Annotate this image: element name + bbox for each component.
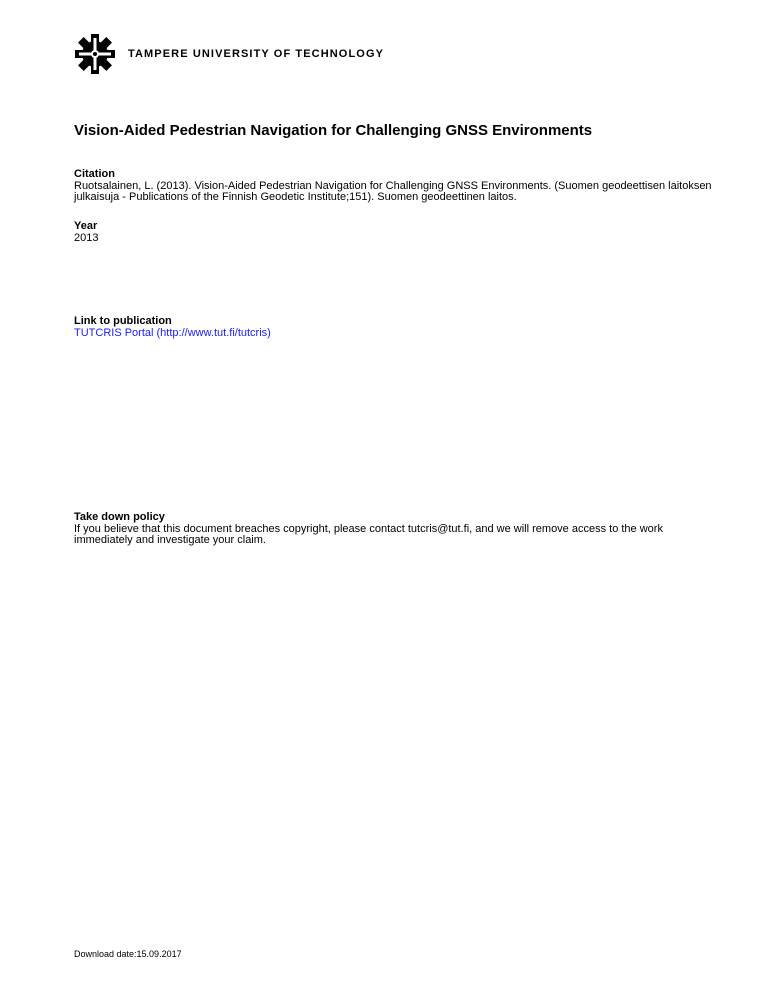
tutcris-portal-link[interactable]: TUTCRIS Portal (http://www.tut.fi/tutcris) [74, 326, 271, 339]
gear-logo-icon [74, 33, 116, 75]
citation-text: Ruotsalainen, L. (2013). Vision-Aided Pedestrian Navigation for Challenging GNSS Environments. (Suomen geodeettisen laitoksen julkaisuja - Publications of the Finnish Geodetic Institute;151). Suomen geodeettinen laitos. [74, 179, 712, 203]
year-label: Year [74, 220, 98, 232]
citation-label: Citation [74, 168, 115, 180]
policy-text: If you believe that this document breaches copyright, please contact tutcris@tut.fi, and we will remove access to the work immediately and investigate your claim. [74, 522, 663, 546]
citation-section [74, 169, 724, 204]
header [74, 33, 384, 75]
policy-label: Take down policy [74, 511, 165, 523]
institution-name: TAMPERE UNIVERSITY OF TECHNOLOGY [128, 48, 385, 60]
link-section [74, 316, 724, 339]
link-label: Link to publication [74, 315, 172, 327]
year-value: 2013 [74, 231, 99, 244]
document-title: Vision-Aided Pedestrian Navigation for Challenging GNSS Environments [74, 122, 593, 139]
policy-section [74, 512, 724, 547]
year-section [74, 221, 724, 244]
download-date: Download date:15.09.2017 [74, 949, 182, 959]
